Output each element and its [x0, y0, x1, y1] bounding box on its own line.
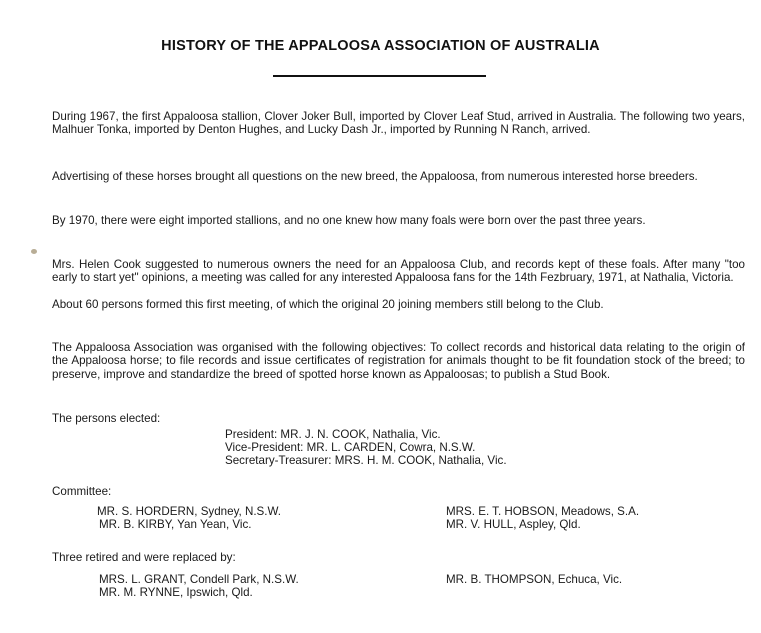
committee-member: MR. V. HULL, Aspley, Qld. [446, 518, 581, 531]
committee-member: MRS. E. T. HOBSON, Meadows, S.A. [446, 505, 640, 518]
committee-member: MR. S. HORDERN, Sydney, N.S.W. [97, 505, 282, 518]
committee-member: MR. B. KIRBY, Yan Yean, Vic. [99, 518, 252, 531]
paragraph-advertising: Advertising of these horses brought all questions on the new breed, the Appaloosa, from numerous interested horse breeders. [52, 170, 698, 183]
paragraph-objectives: The Appaloosa Association was organised with the following objectives: To collect records and historical data relating to the origin of the Appaloosa horse; to file records and issue certificates of registration for animals thought to be fit foundation stock of the breed; to preserve, improve and standardize the breed of spotted horse known as Appaloosas; to publish a Stud Book. [52, 341, 745, 381]
vice-president-line: Vice-President: MR. L. CARDEN, Cowra, N.S.W. [225, 441, 476, 454]
page-title: HISTORY OF THE APPALOOSA ASSOCIATION OF AUSTRALIA [161, 38, 600, 54]
paragraph-helen-cook: Mrs. Helen Cook suggested to numerous owners the need for an Appaloosa Club, and records kept of these foals. After many "too early to start yet" opinions, a meeting was called for any interested Appaloosa fans for the 14th Fezbruary, 1971, at Nathalia, Victoria. [52, 258, 745, 285]
president-line: President: MR. J. N. COOK, Nathalia, Vic. [225, 428, 441, 441]
replaced-label: Three retired and were replaced by: [52, 551, 236, 564]
elected-label: The persons elected: [52, 412, 161, 425]
paragraph-first-meeting: About 60 persons formed this first meeting, of which the original 20 joining members still belong to the Club. [52, 298, 604, 311]
replacement-member: MR. M. RYNNE, Ipswich, Qld. [99, 586, 253, 599]
replacement-member: MR. B. THOMPSON, Echuca, Vic. [446, 573, 623, 586]
paragraph-1970: By 1970, there were eight imported stallions, and no one knew how many foals were born over the past three years. [52, 214, 646, 227]
committee-label: Committee: [52, 485, 112, 498]
secretary-treasurer-line: Secretary-Treasurer: MRS. H. M. COOK, Nathalia, Vic. [225, 454, 507, 467]
replacement-member: MRS. L. GRANT, Condell Park, N.S.W. [99, 573, 299, 586]
paper-speck [31, 249, 37, 254]
paragraph-first-stallions: During 1967, the first Appaloosa stallion, Clover Joker Bull, imported by Clover Leaf Stud, arrived in Australia. The following two years, Malhuer Tonka, imported by Denton Hughes, and Lucky Dash Jr., imported by Running N Ranch, arrived. [52, 110, 745, 137]
title-underline [273, 75, 486, 77]
